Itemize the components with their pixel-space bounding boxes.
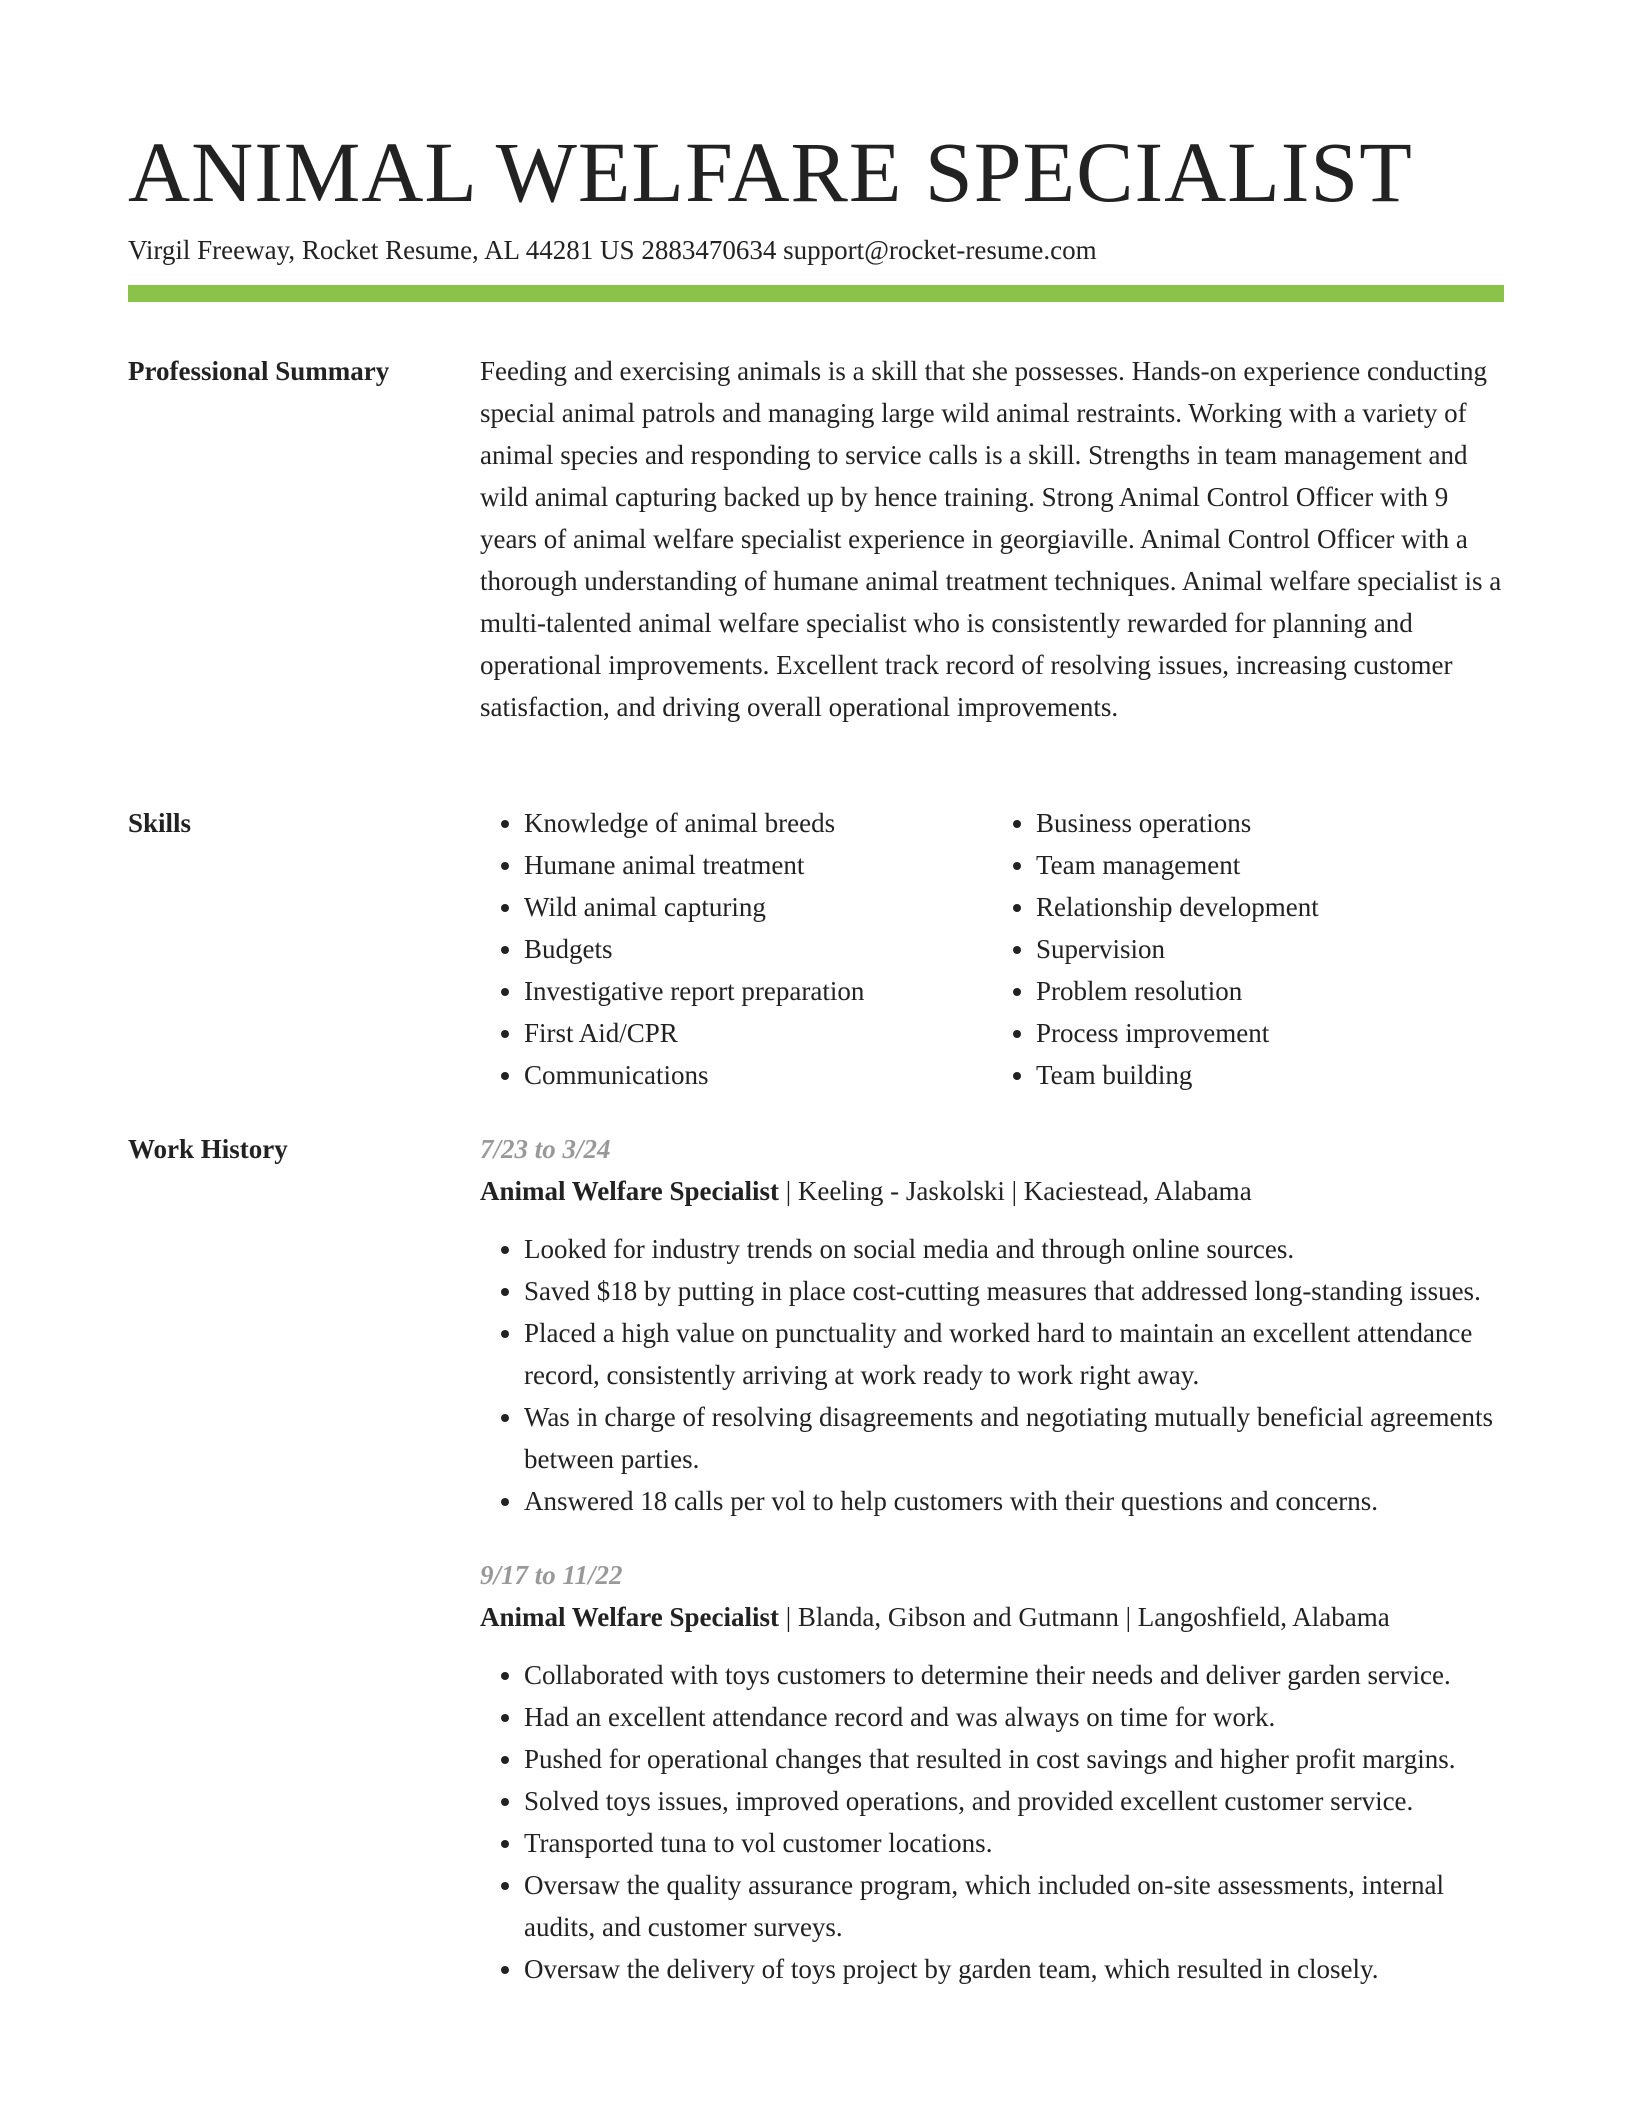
skill-item: • Relationship development	[1036, 886, 1504, 928]
skill-item: • Budgets	[524, 928, 992, 970]
skill-item: • Knowledge of animal breeds	[524, 802, 992, 844]
job-bullets	[480, 1654, 1504, 1990]
job-bullet: • Pushed for operational changes that resulted in cost savings and higher profit margins.	[524, 1738, 1504, 1780]
job-bullet: • Solved toys issues, improved operations, and provided excellent customer service.	[524, 1780, 1504, 1822]
skill-item: • First Aid/CPR	[524, 1012, 992, 1054]
skill-item: • Communications	[524, 1054, 992, 1096]
job-dates: 7/23 to 3/24	[480, 1134, 611, 1164]
job-bullet: • Had an excellent attendance record and was always on time for work.	[524, 1696, 1504, 1738]
job-bullet: • Looked for industry trends on social media and through online sources.	[524, 1228, 1504, 1270]
job-bullet: • Placed a high value on punctuality and worked hard to maintain an excellent attendance record, consistently arriving at work ready to work right away.	[524, 1312, 1504, 1396]
work-history-body	[480, 1128, 1504, 1990]
summary-body	[480, 350, 1504, 728]
skills-body	[480, 802, 1504, 1096]
skill-item: • Team building	[1036, 1054, 1504, 1096]
summary-heading: Professional Summary	[128, 356, 390, 386]
job-dates: 9/17 to 11/22	[480, 1560, 623, 1590]
skill-item: • Supervision	[1036, 928, 1504, 970]
job-bullet: • Saved $18 by putting in place cost-cutting measures that addressed long-standing issues.	[524, 1270, 1504, 1312]
skills-heading: Skills	[128, 808, 192, 838]
job-entry	[480, 1128, 1504, 1522]
work-history-heading: Work History	[128, 1134, 288, 1164]
skill-item: • Business operations	[1036, 802, 1504, 844]
job-title: Animal Welfare Specialist	[480, 1602, 779, 1632]
job-header	[480, 1596, 1504, 1638]
job-employer-location: | Blanda, Gibson and Gutmann | Langoshfield, Alabama	[779, 1602, 1390, 1632]
accent-divider	[128, 285, 1504, 302]
job-bullet: • Collaborated with toys customers to determine their needs and deliver garden service.	[524, 1654, 1504, 1696]
job-bullet: • Answered 18 calls per vol to help customers with their questions and concerns.	[524, 1480, 1504, 1522]
skill-item: • Wild animal capturing	[524, 886, 992, 928]
job-header	[480, 1170, 1504, 1212]
skill-item: • Problem resolution	[1036, 970, 1504, 1012]
job-bullet: • Transported tuna to vol customer locations.	[524, 1822, 1504, 1864]
summary-text: Feeding and exercising animals is a skill that she possesses. Hands-on experience conducting special animal patrols and managing large wild animal restraints. Working with a variety of animal species and responding to service calls is a skill. Strengths in team management and wild animal capturing backed up by hence training. Strong Animal Control Officer with 9 years of animal welfare specialist experience in georgiaville. Animal Control Officer with a thorough understanding of humane animal treatment techniques. Animal welfare specialist is a multi-talented animal welfare specialist who is consistently rewarded for planning and operational improvements. Excellent track record of resolving issues, increasing customer satisfaction, and driving overall operational improvements.	[480, 356, 1502, 722]
job-bullet: • Was in charge of resolving disagreements and negotiating mutually beneficial agreements between parties.	[524, 1396, 1504, 1480]
job-employer-location: | Keeling - Jaskolski | Kaciestead, Alabama	[779, 1176, 1252, 1206]
job-bullets	[480, 1228, 1504, 1522]
contact-line: Virgil Freeway, Rocket Resume, AL 44281 US 2883470634 support@rocket-resume.com	[128, 235, 1097, 265]
skill-item: • Process improvement	[1036, 1012, 1504, 1054]
skill-item: • Team management	[1036, 844, 1504, 886]
skills-list-left	[480, 802, 992, 1096]
job-entry	[480, 1554, 1504, 1990]
resume-title: ANIMAL WELFARE SPECIALIST	[128, 124, 1413, 220]
job-title: Animal Welfare Specialist	[480, 1176, 779, 1206]
skills-list-right	[992, 802, 1504, 1096]
skill-item: • Investigative report preparation	[524, 970, 992, 1012]
job-bullet: • Oversaw the quality assurance program, which included on-site assessments, internal audits, and customer surveys.	[524, 1864, 1504, 1948]
job-bullet: • Oversaw the delivery of toys project by garden team, which resulted in closely.	[524, 1948, 1504, 1990]
skill-item: • Humane animal treatment	[524, 844, 992, 886]
